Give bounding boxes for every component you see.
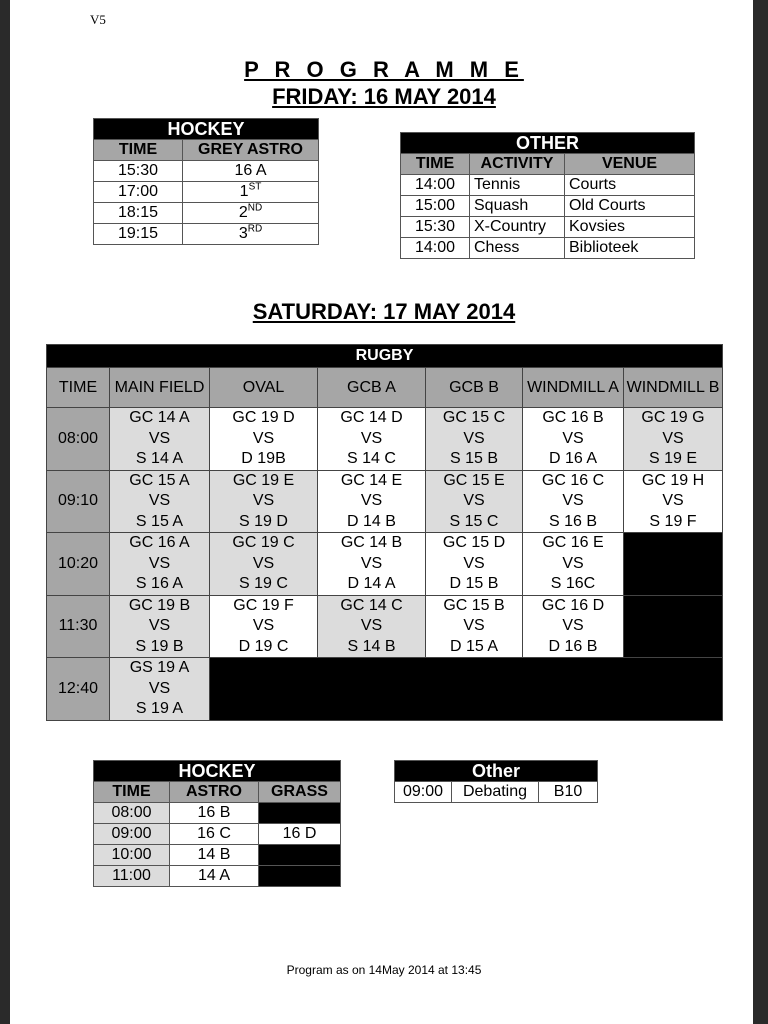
empty-slot bbox=[624, 595, 723, 658]
col-header-gcb-a: GCB A bbox=[318, 368, 426, 408]
legend-box bbox=[210, 658, 723, 721]
table-row: 14:00 Tennis Courts bbox=[401, 175, 695, 196]
version-label: V5 bbox=[90, 12, 106, 27]
col-header-time: TIME bbox=[401, 154, 470, 175]
away-team: S 19 A bbox=[135, 700, 184, 717]
away-team: D 14 B bbox=[347, 512, 396, 530]
time-cell: 18:15 bbox=[94, 203, 183, 224]
home-team: GC 15 C bbox=[442, 409, 506, 426]
versus-label: VS bbox=[463, 554, 485, 572]
away-team: S 15 C bbox=[449, 512, 499, 530]
home-team: GC 16 C bbox=[541, 471, 605, 489]
home-team: GC 14 A bbox=[129, 409, 190, 426]
versus-label: VS bbox=[463, 429, 485, 447]
versus-label: VS bbox=[360, 492, 383, 509]
table-row bbox=[47, 470, 723, 533]
team-cell: 3RD bbox=[183, 224, 319, 245]
versus-label: VS bbox=[562, 492, 584, 509]
home-team: GC 16 D bbox=[541, 596, 605, 614]
col-header-windmill-b: WINDMILL B bbox=[624, 368, 723, 408]
time-cell: 08:00 bbox=[47, 408, 110, 471]
col-header-windmill-a: WINDMILL A bbox=[523, 368, 624, 408]
col-header-time: TIME bbox=[47, 368, 110, 408]
home-team: GC 15 E bbox=[443, 471, 505, 489]
table-row bbox=[47, 533, 723, 596]
away-team: D 19B bbox=[241, 450, 286, 467]
time-cell: 11:30 bbox=[47, 595, 110, 658]
home-team: GC 16 B bbox=[542, 409, 604, 426]
col-header-oval: OVAL bbox=[210, 368, 318, 408]
home-team: GC 19 E bbox=[232, 471, 295, 489]
home-team: GC 15 B bbox=[443, 596, 505, 614]
programme-title: P R O G R A M M E bbox=[244, 57, 524, 82]
saturday-hockey-title: HOCKEY bbox=[94, 761, 341, 782]
rugby-title: RUGBY bbox=[47, 345, 723, 368]
table-row: 08:00 16 B bbox=[94, 803, 341, 824]
table-row: 15:00 Squash Old Courts bbox=[401, 196, 695, 217]
match-cell bbox=[110, 533, 210, 596]
table-row: 09:00 16 C 16 D bbox=[94, 824, 341, 845]
match-cell bbox=[210, 470, 318, 533]
team-cell: 16 A bbox=[183, 161, 319, 182]
friday-title: FRIDAY: 16 MAY 2014 bbox=[272, 84, 496, 109]
versus-label: VS bbox=[662, 492, 684, 509]
team-cell: 1ST bbox=[183, 182, 319, 203]
match-cell bbox=[318, 533, 426, 596]
saturday-other-title: Other bbox=[395, 761, 598, 782]
friday-hockey-table bbox=[93, 118, 319, 245]
match-cell bbox=[426, 533, 523, 596]
away-team: D 16 B bbox=[548, 637, 598, 655]
versus-label: VS bbox=[148, 492, 171, 509]
away-team: S 16C bbox=[550, 575, 596, 592]
away-team: S 19 D bbox=[239, 512, 288, 530]
away-team: S 16 B bbox=[548, 512, 598, 530]
versus-label: VS bbox=[252, 429, 275, 447]
away-team: S 19 F bbox=[649, 512, 697, 530]
versus-label: VS bbox=[463, 617, 485, 634]
versus-label: VS bbox=[360, 617, 383, 634]
legend-item: • D - DIAMANTVELD bbox=[240, 700, 428, 717]
away-team: S 19 E bbox=[648, 450, 698, 467]
table-row: 09:00 Debating B10 bbox=[395, 782, 598, 803]
away-team: D 14 A bbox=[347, 575, 396, 592]
away-team: S 19 B bbox=[135, 637, 184, 655]
friday-other-table bbox=[400, 132, 695, 259]
home-team: GC 19 F bbox=[233, 596, 294, 614]
table-row bbox=[94, 203, 319, 224]
match-cell bbox=[523, 533, 624, 596]
match-cell bbox=[110, 408, 210, 471]
col-header-main-field: MAIN FIELD bbox=[110, 368, 210, 408]
away-team: S 14 C bbox=[347, 450, 396, 467]
home-team: GC 19 G bbox=[641, 409, 705, 426]
match-cell bbox=[110, 470, 210, 533]
away-team: S 15 A bbox=[135, 512, 184, 530]
col-header-venue: VENUE bbox=[565, 154, 695, 175]
time-cell: 10:20 bbox=[47, 533, 110, 596]
away-team: D 15 A bbox=[449, 637, 499, 655]
home-team: GC 14 C bbox=[340, 596, 403, 614]
legend-item: • GC - GREY COLLEGE bbox=[240, 659, 438, 676]
home-team: GC 15 D bbox=[442, 534, 506, 551]
match-cell bbox=[426, 470, 523, 533]
home-team: GC 16 E bbox=[542, 534, 604, 551]
col-header-astro: ASTRO bbox=[170, 782, 259, 803]
versus-label: VS bbox=[252, 492, 275, 509]
away-team: S 15 B bbox=[449, 450, 499, 467]
match-cell bbox=[110, 658, 210, 721]
friday-hockey-title: HOCKEY bbox=[94, 119, 319, 140]
table-row bbox=[47, 408, 723, 471]
away-team: D 16 A bbox=[548, 450, 598, 467]
time-cell: 09:10 bbox=[47, 470, 110, 533]
col-header-grass: GRASS bbox=[259, 782, 341, 803]
home-team: GC 19 B bbox=[128, 596, 191, 614]
table-row bbox=[94, 182, 319, 203]
table-row: 11:00 14 A bbox=[94, 866, 341, 887]
away-team: S 16 A bbox=[135, 575, 184, 592]
home-team: GC 19 H bbox=[641, 471, 705, 489]
versus-label: VS bbox=[360, 429, 383, 447]
match-cell bbox=[426, 595, 523, 658]
legend-item: • S - SELBORNE COLLEGE bbox=[240, 679, 477, 697]
versus-label: VS bbox=[562, 554, 584, 572]
friday-other-title: OTHER bbox=[401, 133, 695, 154]
col-header-time: TIME bbox=[94, 140, 183, 161]
away-team: S 14 A bbox=[135, 450, 184, 467]
versus-label: VS bbox=[662, 429, 684, 447]
match-cell bbox=[210, 533, 318, 596]
match-cell bbox=[426, 408, 523, 471]
home-team: GC 14 E bbox=[340, 471, 403, 489]
table-row bbox=[47, 595, 723, 658]
versus-label: VS bbox=[360, 554, 383, 572]
home-team: GC 19 C bbox=[232, 534, 295, 551]
match-cell bbox=[318, 470, 426, 533]
match-cell bbox=[523, 470, 624, 533]
saturday-other-table bbox=[394, 760, 598, 803]
time-cell: 17:00 bbox=[94, 182, 183, 203]
empty-slot bbox=[624, 533, 723, 596]
home-team: GC 15 A bbox=[129, 471, 190, 489]
versus-label: VS bbox=[463, 492, 485, 509]
table-row: 15:30 X-Country Kovsies bbox=[401, 217, 695, 238]
away-team: D 19 C bbox=[238, 637, 289, 655]
home-team: GC 14 B bbox=[340, 534, 403, 551]
time-cell: 19:15 bbox=[94, 224, 183, 245]
match-cell bbox=[318, 408, 426, 471]
match-cell bbox=[318, 595, 426, 658]
table-row: 10:00 14 B bbox=[94, 845, 341, 866]
versus-label: VS bbox=[148, 429, 171, 447]
versus-label: VS bbox=[148, 617, 171, 634]
match-cell bbox=[210, 408, 318, 471]
col-header-activity: ACTIVITY bbox=[470, 154, 565, 175]
time-cell: 15:30 bbox=[94, 161, 183, 182]
saturday-title: SATURDAY: 17 MAY 2014 bbox=[252, 299, 516, 324]
table-row bbox=[47, 658, 723, 721]
versus-label: VS bbox=[562, 617, 584, 634]
time-cell: 12:40 bbox=[47, 658, 110, 721]
versus-label: VS bbox=[562, 429, 584, 447]
table-row bbox=[94, 161, 319, 182]
match-cell bbox=[523, 595, 624, 658]
versus-label: VS bbox=[148, 554, 171, 572]
home-team: GC 16 A bbox=[129, 534, 190, 551]
match-cell bbox=[624, 470, 723, 533]
col-header-time: TIME bbox=[94, 782, 170, 803]
match-cell bbox=[624, 408, 723, 471]
match-cell bbox=[210, 595, 318, 658]
away-team: S 19 C bbox=[239, 575, 288, 592]
match-cell bbox=[110, 595, 210, 658]
match-cell bbox=[523, 408, 624, 471]
rugby-table bbox=[46, 344, 723, 721]
home-team: GS 19 A bbox=[129, 659, 190, 676]
versus-label: VS bbox=[252, 617, 275, 634]
table-row: 14:00 Chess Biblioteek bbox=[401, 238, 695, 259]
home-team: GC 19 D bbox=[232, 409, 295, 426]
table-row bbox=[94, 224, 319, 245]
versus-label: VS bbox=[148, 679, 171, 697]
versus-label: VS bbox=[252, 554, 275, 572]
col-header-gcb-b: GCB B bbox=[426, 368, 523, 408]
col-header-grey-astro: GREY ASTRO bbox=[183, 140, 319, 161]
team-cell: 2ND bbox=[183, 203, 319, 224]
home-team: GC 14 D bbox=[340, 409, 403, 426]
saturday-hockey-table bbox=[93, 760, 341, 887]
away-team: D 15 B bbox=[449, 575, 499, 592]
away-team: S 14 B bbox=[347, 637, 396, 655]
footer-note: Program as on 14May 2014 at 13:45 bbox=[286, 963, 482, 977]
